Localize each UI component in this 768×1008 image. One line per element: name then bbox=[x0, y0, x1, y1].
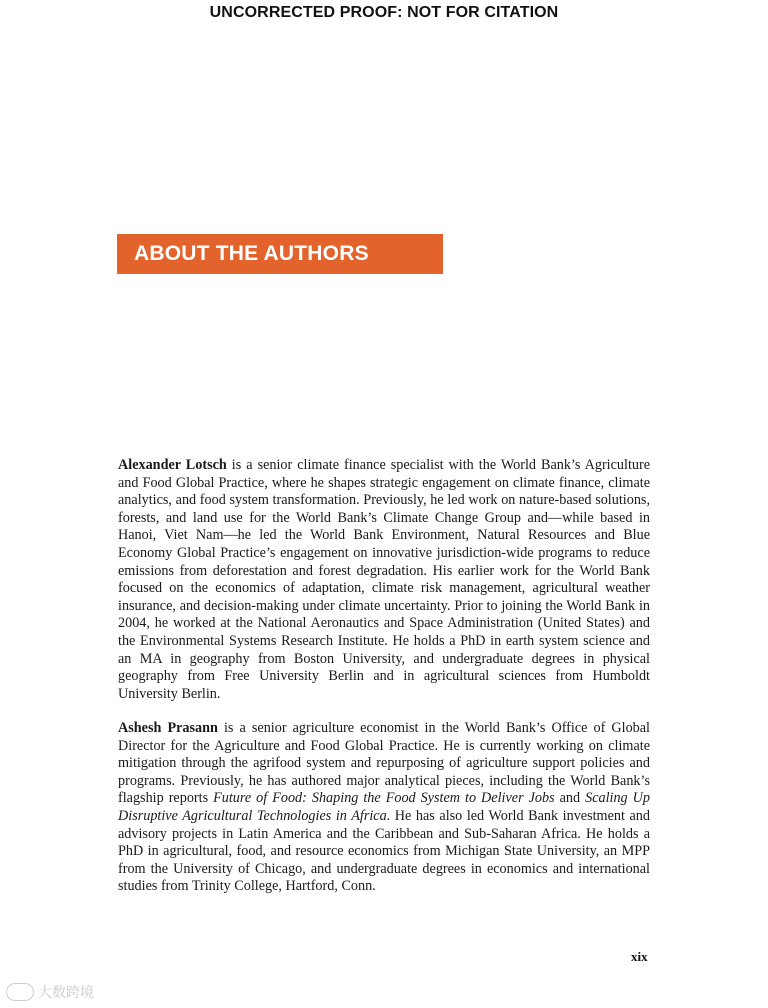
section-title: ABOUT THE AUTHORS bbox=[134, 242, 369, 265]
watermark bbox=[6, 982, 94, 1002]
author-name: Ashesh Prasann bbox=[118, 720, 218, 736]
author-bio-text: is a senior agriculture economist in the World Bank’s Office of Global Director for the Agriculture and Food Global Practice. He is currently working on climate mitigation through the agrifood system and repurposing of agriculture support policies and programs. Previously, he has authored major analytical pieces, including the World Bank’s flagship reports bbox=[118, 720, 651, 807]
section-banner bbox=[117, 234, 443, 274]
watermark-text: 大数跨境 bbox=[38, 985, 94, 1001]
watermark-logo-icon bbox=[6, 983, 34, 1001]
author-bio-lotsch bbox=[118, 457, 650, 703]
report-title: Scaling Up Disruptive Agricultural Technologies in Africa bbox=[118, 790, 650, 824]
author-name: Alexander Lotsch bbox=[118, 457, 227, 473]
author-bio-text: is a senior climate finance specialist with the World Bank’s Agriculture and Food Global Practice, where he shapes strategic engagement on climate finance, climate analytics, and food system transformation. Previously, he led work on nature-based solutions, forests, and land use for the World Bank’s Climate Change Group and—while based in Hanoi, Viet Nam—he led the World Bank Environment, Natural Resources and Blue Economy Global Practice’s engagement on innovative jurisdiction-wide programs to reduce emissions from deforestation and forest degradation. His earlier work for the World Bank focused on the economics of adaptation, climate risk management, agricultural weather insurance, and decision-making under climate uncertainty. Prior to joining the World Bank in 2004, he worked at the National Aeronautics and Space Administration (United States) and the Environmental Systems Research Institute. He holds a PhD in earth system science and an MA in geography from Boston University, and undergraduate degrees in physical geography from Free University Berlin and in agricultural sciences from Humboldt University Berlin. bbox=[118, 457, 651, 702]
report-title: Future of Food: Shaping the Food System to Deliver Jobs bbox=[213, 790, 555, 807]
author-bio-text: and bbox=[554, 790, 586, 807]
author-bio-text: . He has also led World Bank investment and advisory projects in Latin America and the Caribbean and Sub-Saharan Africa. He holds a PhD in agricultural, food, and resource economics from Michigan State University, an MPP from the University of Chicago, and undergraduate degrees in economics and international studies from Trinity College, Hartford, Conn. bbox=[118, 807, 650, 895]
author-bio-prasann bbox=[118, 720, 650, 896]
page-number: xix bbox=[631, 949, 648, 964]
proof-notice: UNCORRECTED PROOF: NOT FOR CITATION bbox=[209, 4, 559, 21]
